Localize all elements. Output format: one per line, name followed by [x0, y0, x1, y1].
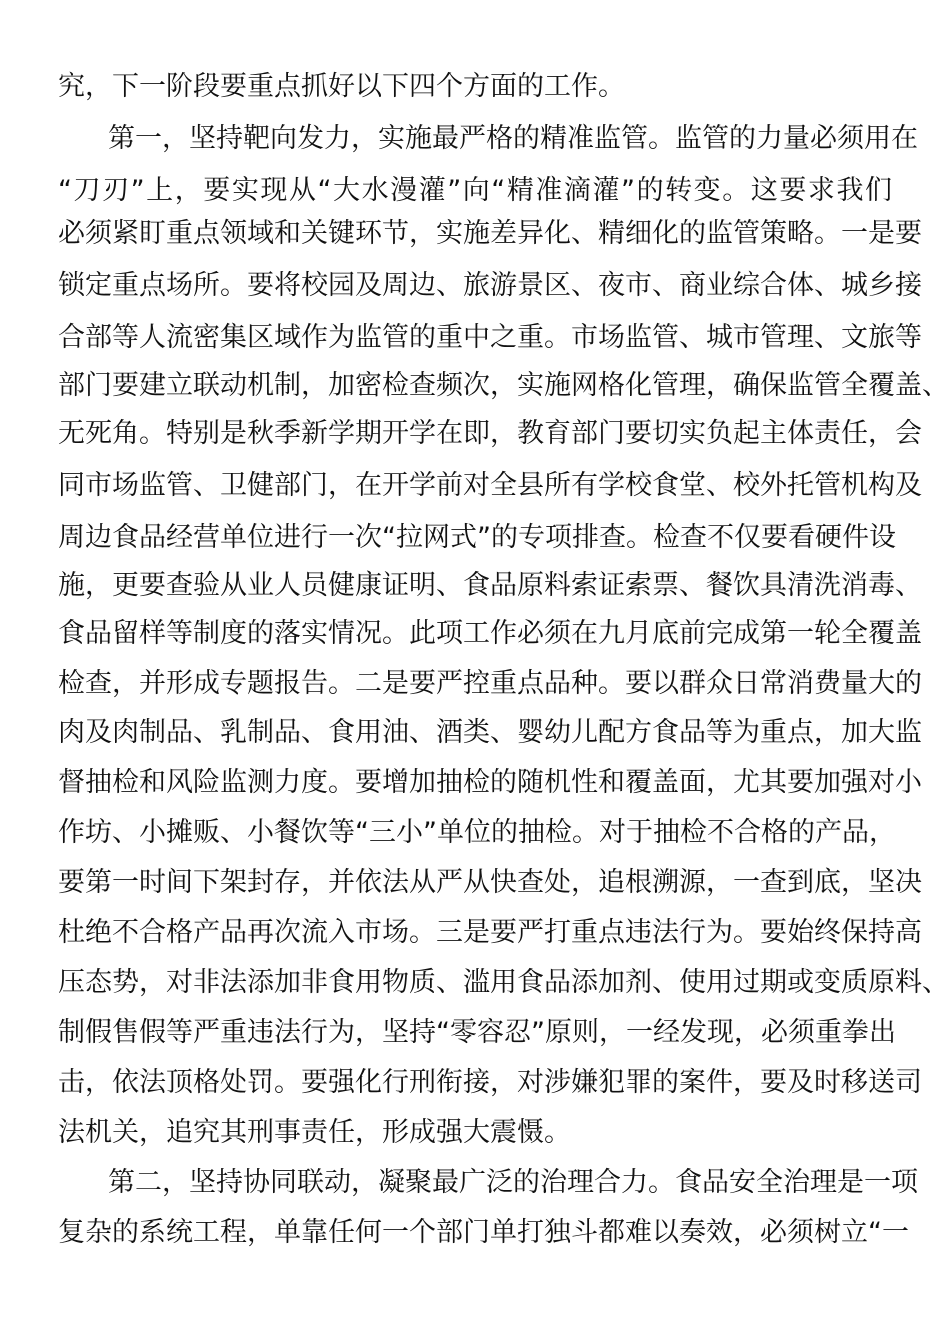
text-line: 周边食品经营单位进行一次“拉网式”的专项排查。检查不仅要看硬件设: [58, 522, 896, 553]
text-line: 合部等人流密集区域作为监管的重中之重。市场监管、城市管理、文旅等: [58, 322, 922, 353]
text-line: 击，依法顶格处罚。要强化行刑衔接，对涉嫌犯罪的案件，要及时移送司: [58, 1067, 922, 1098]
text-line: 复杂的系统工程，单靠任何一个部门单打独斗都难以奏效，必须树立“一: [58, 1217, 909, 1248]
text-line: “刀刃”上，要实现从“大水漫灌”向“精准滴灌”的转变。这要求我们: [58, 175, 892, 206]
text-line: 制假售假等严重违法行为，坚持“零容忍”原则，一经发现，必须重拳出: [58, 1017, 896, 1048]
text-line: 作坊、小摊贩、小餐饮等“三小”单位的抽检。对于抽检不合格的产品，: [58, 817, 896, 848]
text-line: 同市场监管、卫健部门，在开学前对全县所有学校食堂、校外托管机构及: [58, 470, 922, 501]
paragraph-first-line: 第一，坚持靶向发力，实施最严格的精准监管。监管的力量必须用在: [108, 123, 918, 154]
text-line: 肉及肉制品、乳制品、食用油、酒类、婴幼儿配方食品等为重点，加大监: [58, 717, 922, 748]
text-line: 施，更要查验从业人员健康证明、食品原料索证索票、餐饮具清洗消毒、: [58, 570, 922, 601]
text-line: 压态势，对非法添加非食用物质、滥用食品添加剂、使用过期或变质原料、: [58, 967, 949, 998]
text-line: 必须紧盯重点领域和关键环节，实施差异化、精细化的监管策略。一是要: [58, 218, 922, 249]
text-line: 无死角。特别是秋季新学期开学在即，教育部门要切实负起主体责任，会: [58, 418, 922, 449]
text-line: 部门要建立联动机制，加密检查频次，实施网格化管理，确保监管全覆盖、: [58, 370, 949, 401]
text-line: 锁定重点场所。要将校园及周边、旅游景区、夜市、商业综合体、城乡接: [58, 270, 922, 301]
text-line: 督抽检和风险监测力度。要增加抽检的随机性和覆盖面，尤其要加强对小: [58, 767, 922, 798]
text-line: 法机关，追究其刑事责任，形成强大震慑。: [58, 1117, 571, 1148]
text-line: 检查，并形成专题报告。二是要严控重点品种。要以群众日常消费量大的: [58, 668, 922, 699]
text-line: 究，下一阶段要重点抓好以下四个方面的工作。: [58, 71, 625, 102]
text-line: 食品留样等制度的落实情况。此项工作必须在九月底前完成第一轮全覆盖: [58, 618, 922, 649]
text-line: 杜绝不合格产品再次流入市场。三是要严打重点违法行为。要始终保持高: [58, 917, 922, 948]
text-line: 要第一时间下架封存，并依法从严从快查处，追根溯源，一查到底，坚决: [58, 867, 922, 898]
paragraph-first-line: 第二，坚持协同联动，凝聚最广泛的治理合力。食品安全治理是一项: [108, 1167, 918, 1198]
